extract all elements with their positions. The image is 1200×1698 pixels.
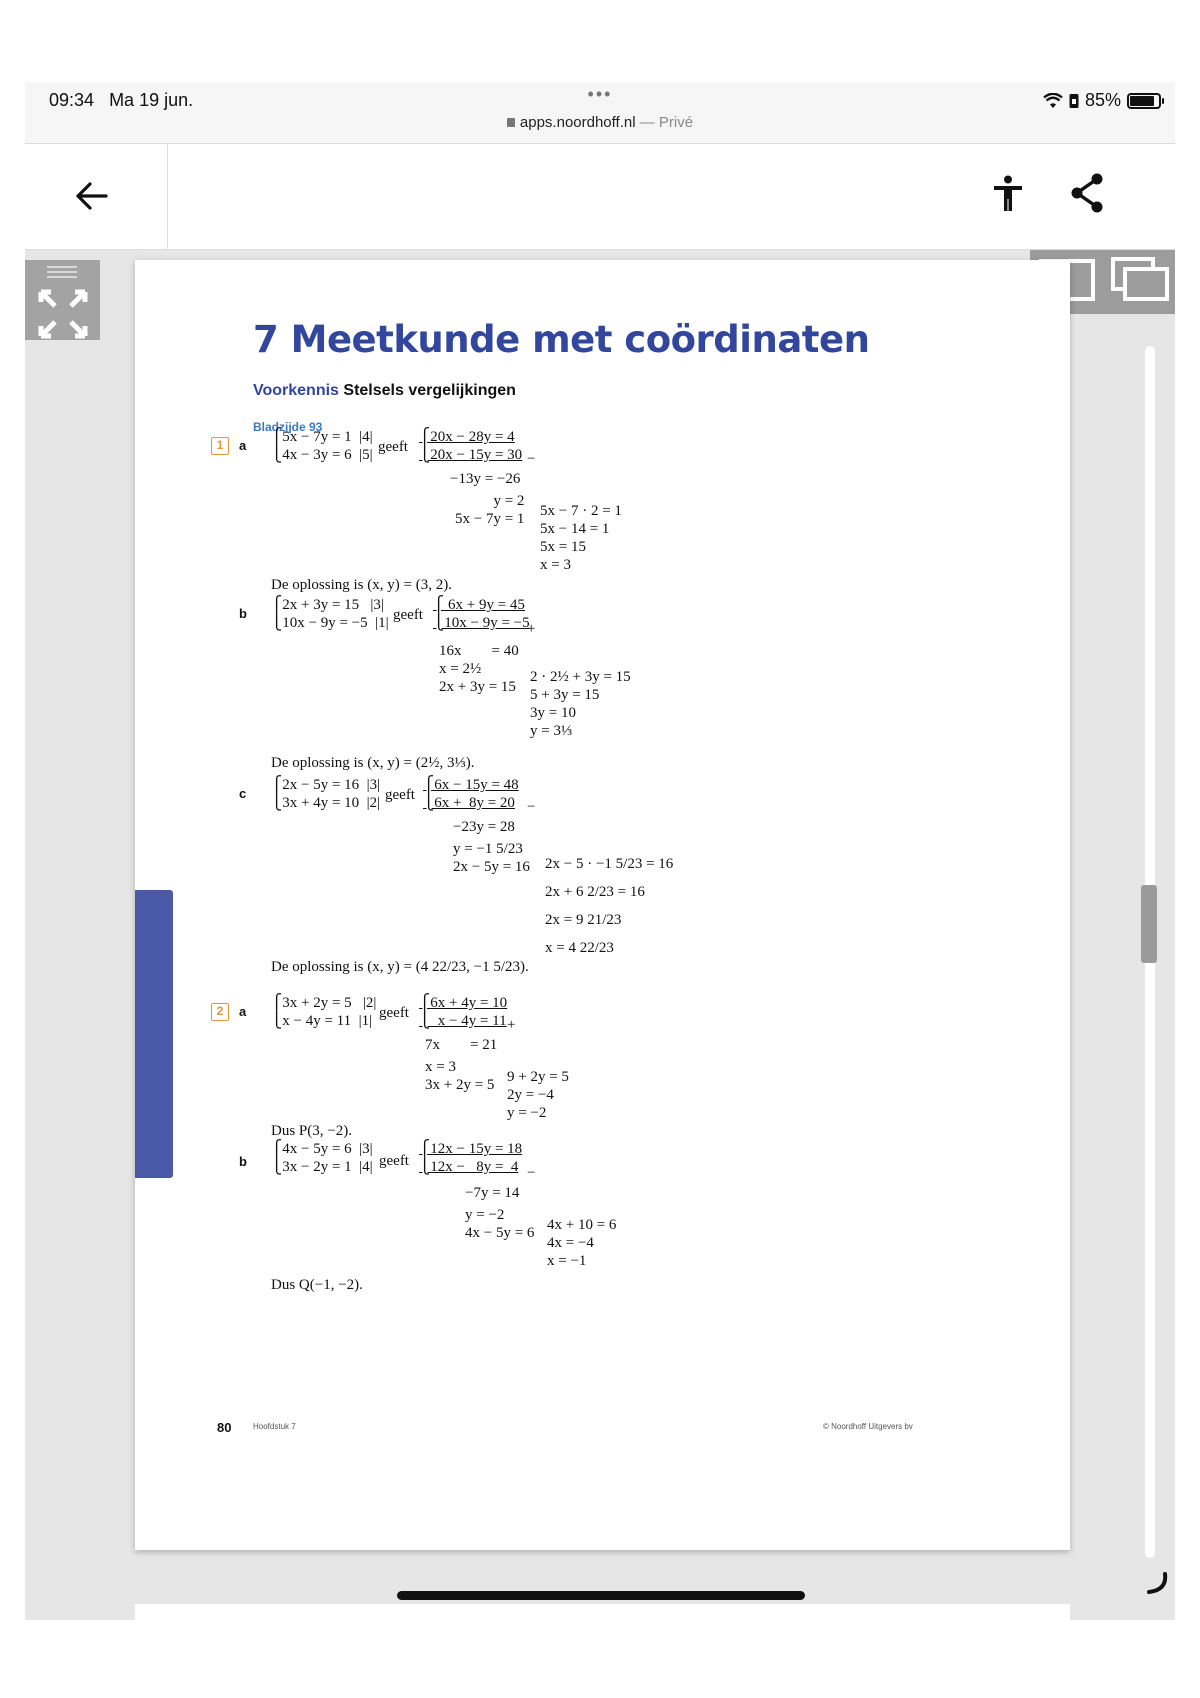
part-label: a [239, 438, 247, 453]
lock-rotation-icon [1069, 93, 1079, 109]
operator-sign: − [527, 799, 536, 815]
scrollbar-thumb[interactable] [1141, 885, 1157, 963]
double-page-view-icon[interactable] [1110, 256, 1170, 302]
elimination-result: 7x = 21 [425, 1037, 498, 1053]
multiplied-system: ⎧ 6x + 9y = 45 ⎩10x − 9y = −5 [433, 597, 530, 631]
arrow-left-icon [74, 181, 108, 211]
wifi-icon [1043, 93, 1063, 109]
status-indicators [1043, 90, 1161, 111]
geeft-text: geeft [385, 787, 415, 803]
substitution-steps: 4x + 10 = 6 4x = −4 x = −1 [547, 1217, 617, 1269]
page-number: 80 [217, 1420, 232, 1435]
accessibility-button[interactable] [983, 169, 1033, 219]
chapter-tab [135, 890, 173, 1178]
expand-icon [35, 286, 91, 342]
multiplied-system: ⎧6x − 15y = 48 ⎩6x + 8y = 20 [423, 777, 519, 811]
elimination-result: −23y = 28 [453, 819, 515, 835]
status-time: 09:34 Ma 19 jun. [49, 90, 194, 110]
share-icon [1065, 170, 1111, 216]
substitution-steps: 9 + 2y = 5 2y = −4 y = −2 [507, 1069, 569, 1121]
geeft-text: geeft [393, 607, 423, 623]
substitution-pair: x = 3 3x + 2y = 5 [425, 1059, 495, 1093]
elimination-result: 16x = 40 [439, 643, 519, 659]
substitution-pair: y = −2 4x − 5y = 6 [465, 1207, 535, 1241]
exercise-number-badge: 2 [211, 1003, 229, 1021]
accessibility-icon [992, 175, 1024, 213]
battery-percent: 85% [1084, 90, 1121, 110]
next-page-edge [135, 1604, 1070, 1620]
substitution-pair: y = 2 5x − 7y = 1 [455, 493, 525, 527]
home-indicator[interactable] [397, 1591, 805, 1600]
part-label: a [239, 1004, 247, 1019]
solution-text: De oplossing is (x, y) = (4 22/23, −1 5/23). [271, 959, 529, 975]
part-label: b [239, 606, 247, 621]
footer-copyright: © Noordhoff Uitgevers bv [823, 1422, 913, 1431]
battery-icon [1127, 93, 1161, 109]
elimination-result: −7y = 14 [465, 1185, 520, 1201]
operator-sign: + [527, 621, 536, 637]
substitution-pair: x = 2½ 2x + 3y = 15 [439, 661, 516, 695]
book-page [135, 260, 1070, 1550]
operator-sign: − [527, 451, 536, 467]
substitution-steps: 2 · 2½ + 3y = 15 5 + 3y = 15 3y = 10 y = 3⅓ [530, 669, 631, 739]
substitution-steps: 2x − 5 · −1 5/23 = 16 2x + 6 2/23 = 16 2x = 9 21/23 x = 4 22/23 [545, 856, 674, 956]
equation-system: ⎧2x + 3y = 15 |3| ⎩10x − 9y = −5 |1| [271, 597, 389, 631]
fullscreen-button[interactable] [25, 260, 100, 340]
address-bar[interactable]: apps.noordhoff.nl — Privé [25, 114, 1175, 131]
ipad-screen [25, 82, 1175, 1620]
footer-chapter: Hoofdstuk 7 [253, 1422, 296, 1431]
page-title: 7 Meetkunde met coördinaten [253, 318, 870, 361]
equation-system: ⎧5x − 7y = 1 |4| ⎩4x − 3y = 6 |5| [271, 429, 373, 463]
exercise-number-badge: 1 [211, 437, 229, 455]
substitution-pair: y = −1 5/23 2x − 5y = 16 [453, 841, 530, 875]
solution-text: Dus P(3, −2). [271, 1123, 352, 1139]
geeft-text: geeft [379, 1005, 409, 1021]
substitution-steps: 5x − 7 · 2 = 1 5x − 14 = 1 5x = 15 x = 3 [540, 503, 622, 573]
equation-system: ⎧2x − 5y = 16 |3| ⎩3x + 4y = 10 |2| [271, 777, 381, 811]
equation-system: ⎧4x − 5y = 6 |3| ⎩3x − 2y = 1 |4| [271, 1141, 373, 1175]
solution-text: De oplossing is (x, y) = (3, 2). [271, 577, 452, 593]
toolbar-divider [167, 144, 168, 250]
tab-dots[interactable]: ••• [587, 84, 613, 104]
multiplied-system: ⎧12x − 15y = 18 ⎩12x − 8y = 4 [419, 1141, 523, 1175]
part-label: b [239, 1154, 247, 1169]
resize-handle-icon[interactable] [1145, 1572, 1169, 1594]
page-reference: Bladzijde 93 [253, 420, 323, 434]
solution-text: Dus Q(−1, −2). [271, 1277, 363, 1293]
geeft-text: geeft [379, 1153, 409, 1169]
operator-sign: + [507, 1017, 516, 1033]
drag-handle-icon[interactable] [47, 266, 77, 278]
equation-system: ⎧3x + 2y = 5 |2| ⎩x − 4y = 11 |1| [271, 995, 377, 1029]
back-button[interactable] [67, 172, 115, 220]
geeft-text: geeft [378, 439, 408, 455]
part-label: c [239, 786, 247, 801]
lock-icon [507, 118, 515, 127]
status-bar [25, 82, 1175, 144]
multiplied-system: ⎧6x + 4y = 10 ⎩ x − 4y = 11 [419, 995, 508, 1029]
app-toolbar [25, 144, 1175, 250]
operator-sign: − [527, 1165, 536, 1181]
elimination-result: −13y = −26 [450, 471, 521, 487]
section-heading: Voorkennis Stelsels vergelijkingen [253, 382, 516, 399]
share-button[interactable] [1065, 170, 1111, 216]
multiplied-system: ⎧20x − 28y = 4 ⎩20x − 15y = 30 [419, 429, 523, 463]
solution-text: De oplossing is (x, y) = (2½, 3⅓). [271, 755, 475, 771]
